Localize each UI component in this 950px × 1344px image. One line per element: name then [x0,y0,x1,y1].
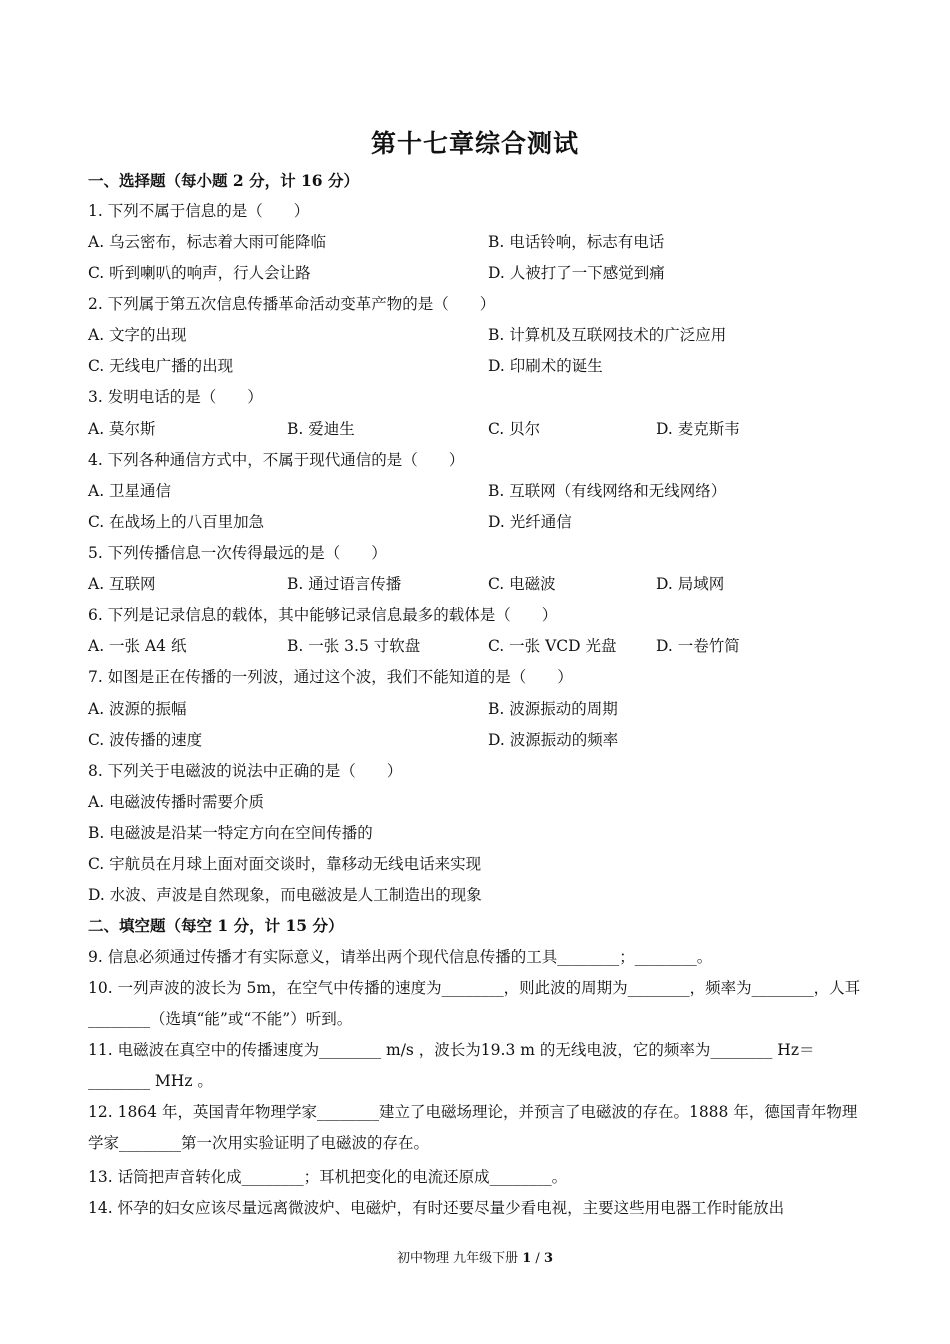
question-10: 10. 一列声波的波长为 5m，在空气中传播的速度为________，则此波的周期为________，频率为________，人耳________（选填“能”或“不能”）听到。 [88,979,861,1028]
q7-option-a: A. 波源的振幅 [88,700,187,718]
q4-option-d: D. 光纤通信 [488,513,572,531]
question-5-options [88,573,864,595]
section-heading-fill: 二、填空题（每空 1 分，计 15 分） [88,916,344,935]
q8-option-a: A. 电磁波传播时需要介质 [88,793,265,811]
question-11: 11. 电磁波在真空中的传播速度为________ m/s ，波长为19.3 m 的无线电波，它的频率为________ Hz＝________ MHz 。 [88,1041,815,1090]
page-footer [0,1247,950,1266]
question-8-stem: 8. 下列关于电磁波的说法中正确的是（ ） [88,762,403,780]
q2-option-c: C. 无线电广播的出现 [88,357,234,375]
question-1-options-row1 [88,231,864,253]
question-6-options [88,635,864,657]
question-1-options-row2 [88,262,864,284]
question-7-stem: 7. 如图是正在传播的一列波，通过这个波，我们不能知道的是（ ） [88,668,573,686]
q2-option-a: A. 文字的出现 [88,326,187,344]
question-7-options-row2 [88,729,864,751]
q5-option-d: D. 局域网 [656,575,725,593]
question-3-options [88,418,864,440]
q8-option-c: C. 宇航员在月球上面对面交谈时，靠移动无线电话来实现 [88,855,482,873]
footer-page-total: 3 [543,1251,553,1266]
question-14: 14. 怀孕的妇女应该尽量远离微波炉、电磁炉，有时还要尽量少看电视，主要这些用电器工作时能放出 [88,1199,785,1217]
q1-option-c: C. 听到喇叭的响声，行人会让路 [88,264,311,282]
q5-option-b: B. 通过语言传播 [287,575,402,593]
q4-option-a: A. 卫星通信 [88,482,172,500]
question-4-options-row2 [88,511,864,533]
question-2-stem: 2. 下列属于第五次信息传播革命活动变革产物的是（ ） [88,295,496,313]
q6-option-c: C. 一张 VCD 光盘 [488,637,617,655]
q7-option-c: C. 波传播的速度 [88,731,203,749]
q3-option-a: A. 莫尔斯 [88,420,156,438]
footer-subject: 初中物理 九年级下册 [396,1251,523,1266]
q1-option-b: B. 电话铃响，标志有电话 [488,233,665,251]
question-13: 13. 话筒把声音转化成________；耳机把变化的电流还原成________。 [88,1168,568,1186]
q7-option-b: B. 波源振动的周期 [488,700,618,718]
q4-option-c: C. 在战场上的八百里加急 [88,513,265,531]
q3-option-d: D. 麦克斯韦 [656,420,740,438]
q1-option-a: A. 乌云密布，标志着大雨可能降临 [88,233,327,251]
q3-option-c: C. 贝尔 [488,420,541,438]
q6-option-a: A. 一张 A4 纸 [88,637,187,655]
question-5-stem: 5. 下列传播信息一次传得最远的是（ ） [88,544,387,562]
question-7-options-row1 [88,698,864,720]
footer-separator: / [531,1251,544,1266]
question-9: 9. 信息必须通过传播才有实际意义，请举出两个现代信息传播的工具________；________。 [88,948,713,966]
q5-option-a: A. 互联网 [88,575,156,593]
question-2-options-row1 [88,324,864,346]
question-2-options-row2 [88,355,864,377]
footer-page-number: 1 [522,1251,532,1266]
q2-option-b: B. 计算机及互联网技术的广泛应用 [488,326,727,344]
q7-option-d: D. 波源振动的频率 [488,731,619,749]
question-6-stem: 6. 下列是记录信息的载体，其中能够记录信息最多的载体是（ ） [88,606,558,624]
q6-option-d: D. 一卷竹简 [656,637,740,655]
q8-option-b: B. 电磁波是沿某一特定方向在空间传播的 [88,824,373,842]
question-1-stem: 1. 下列不属于信息的是（ ） [88,202,310,220]
question-4-options-row1 [88,480,864,502]
q5-option-c: C. 电磁波 [488,575,556,593]
q8-option-d: D. 水波、声波是自然现象，而电磁波是人工制造出的现象 [88,886,482,904]
q3-option-b: B. 爱迪生 [287,420,355,438]
question-3-stem: 3. 发明电话的是（ ） [88,388,263,406]
q2-option-d: D. 印刷术的诞生 [488,357,603,375]
q4-option-b: B. 互联网（有线网络和无线网络） [488,482,727,500]
q6-option-b: B. 一张 3.5 寸软盘 [287,637,421,655]
section-heading-choice: 一、选择题（每小题 2 分，计 16 分） [88,171,359,190]
page-title: 第十七章综合测试 [370,129,579,158]
q1-option-d: D. 人被打了一下感觉到痛 [488,264,665,282]
question-4-stem: 4. 下列各种通信方式中，不属于现代通信的是（ ） [88,451,465,469]
question-12: 12. 1864 年，英国青年物理学家________建立了电磁场理论，并预言了电磁波的存在。1888 年，德国青年物理学家________第一次用实验证明了电磁波的存在。 [88,1103,858,1152]
